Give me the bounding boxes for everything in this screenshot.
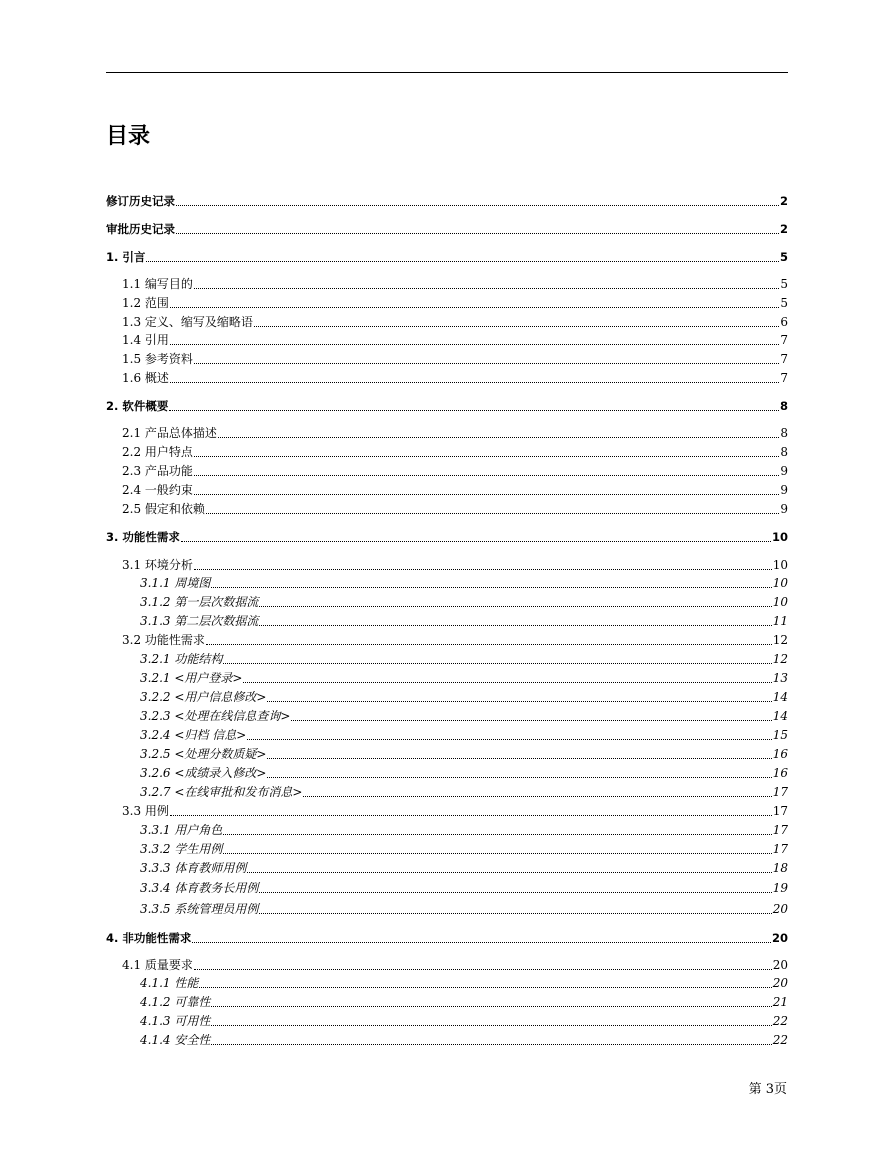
toc-entry-page: 16 — [772, 747, 788, 761]
toc-leader-dots — [194, 278, 779, 289]
toc-entry-page: 6 — [780, 315, 788, 329]
toc-entry-title: 3.2.7 <在线审批和发布消息> — [140, 785, 303, 799]
toc-entry-title: 3.1.1 周境图 — [140, 576, 211, 590]
toc-leader-dots — [194, 559, 772, 570]
toc-entry-page: 14 — [772, 709, 788, 723]
toc-leader-dots — [169, 400, 779, 411]
toc-entry-page: 12 — [772, 633, 788, 647]
toc-entry[interactable] — [140, 706, 788, 724]
toc-leader-dots — [194, 465, 779, 476]
toc-entry-page: 7 — [780, 371, 788, 385]
toc-leader-dots — [223, 824, 771, 835]
toc-entry-title: 1.3 定义、缩写及缩略语 — [122, 315, 253, 329]
header-rule — [106, 72, 788, 73]
toc-entry[interactable] — [106, 396, 788, 414]
toc-entry-page: 18 — [772, 861, 788, 875]
toc-entry-page: 20 — [772, 958, 788, 972]
toc-leader-dots — [211, 577, 771, 588]
toc-entry-title: 3.3 用例 — [122, 804, 169, 818]
toc-leader-dots — [211, 996, 771, 1007]
toc-leader-dots — [267, 691, 771, 702]
toc-entry-title: 4.1.4 安全性 — [140, 1033, 211, 1047]
toc-entry[interactable] — [140, 820, 788, 838]
toc-leader-dots — [176, 223, 779, 234]
toc-entry-page: 14 — [772, 690, 788, 704]
toc-entry[interactable] — [122, 312, 788, 330]
toc-entry-page: 5 — [780, 277, 788, 291]
toc-leader-dots — [223, 843, 771, 854]
toc-entry-title: 4.1.1 性能 — [140, 976, 199, 990]
toc-leader-dots — [247, 862, 771, 873]
toc-leader-dots — [170, 372, 779, 383]
toc-entry-title: 3.1.2 第一层次数据流 — [140, 595, 259, 609]
toc-entry-title: 修订历史记录 — [106, 194, 175, 208]
toc-leader-dots — [267, 748, 771, 759]
page-title: 目录 — [106, 124, 151, 149]
toc-entry-title: 2.2 用户特点 — [122, 445, 193, 459]
toc-entry-title: 3.3.4 体育教务长用例 — [140, 881, 259, 895]
toc-entry-title: 3.2.1 <用户登录> — [140, 671, 243, 685]
toc-leader-dots — [176, 195, 779, 206]
toc-entry-title: 4.1.3 可用性 — [140, 1014, 211, 1028]
toc-entry-page: 22 — [772, 1033, 788, 1047]
toc-entry-page: 10 — [772, 558, 788, 572]
toc-entry[interactable] — [106, 247, 788, 265]
toc-entry[interactable] — [140, 1011, 788, 1029]
toc-entry-page: 20 — [771, 931, 788, 945]
toc-entry-title: 3.2.5 <处理分数质疑> — [140, 747, 267, 761]
toc-entry-title: 1. 引言 — [106, 250, 146, 264]
toc-entry[interactable] — [140, 973, 788, 991]
toc-entry[interactable] — [140, 725, 788, 743]
toc-leader-dots — [267, 767, 771, 778]
toc-leader-dots — [194, 484, 779, 495]
toc-entry-page: 10 — [771, 530, 788, 544]
toc-entry-title: 1.4 引用 — [122, 333, 169, 347]
toc-entry-title: 审批历史记录 — [106, 222, 175, 236]
toc-leader-dots — [259, 903, 771, 914]
toc-leader-dots — [181, 531, 771, 542]
toc-entry-title: 3.2.3 <处理在线信息查询> — [140, 709, 291, 723]
toc-entry[interactable] — [140, 839, 788, 857]
toc-entry[interactable] — [140, 592, 788, 610]
toc-leader-dots — [303, 786, 771, 797]
toc-entry[interactable] — [140, 878, 788, 896]
toc-entry-title: 3.1.3 第二层次数据流 — [140, 614, 259, 628]
toc-entry[interactable] — [140, 992, 788, 1010]
toc-leader-dots — [192, 932, 771, 943]
toc-leader-dots — [211, 1034, 771, 1045]
toc-entry-page: 17 — [772, 804, 788, 818]
toc-entry-page: 2 — [779, 222, 788, 236]
toc-leader-dots — [146, 251, 779, 262]
toc-entry-title: 3.3.2 学生用例 — [140, 842, 223, 856]
toc-entry[interactable] — [106, 527, 788, 545]
toc-entry-page: 2 — [779, 194, 788, 208]
toc-entry-title: 4.1 质量要求 — [122, 958, 193, 972]
toc-entry-page: 20 — [772, 902, 788, 916]
toc-entry-page: 12 — [772, 652, 788, 666]
toc-entry[interactable] — [140, 649, 788, 667]
toc-entry-page: 10 — [772, 576, 788, 590]
toc-entry-title: 4.1.2 可靠性 — [140, 995, 211, 1009]
toc-leader-dots — [291, 710, 771, 721]
toc-entry-page: 8 — [780, 426, 788, 440]
toc-entry-title: 2.1 产品总体描述 — [122, 426, 217, 440]
toc-leader-dots — [223, 653, 771, 664]
toc-entry-title: 1.1 编写目的 — [122, 277, 193, 291]
toc-entry[interactable] — [122, 349, 788, 367]
toc-entry-page: 21 — [772, 995, 788, 1009]
toc-entry[interactable] — [122, 368, 788, 386]
toc-leader-dots — [218, 427, 779, 438]
toc-entry-title: 3.2.4 <归档 信息> — [140, 728, 247, 742]
toc-entry-page: 16 — [772, 766, 788, 780]
toc-leader-dots — [170, 334, 779, 345]
toc-entry-page: 7 — [780, 352, 788, 366]
toc-entry[interactable] — [122, 801, 788, 819]
toc-leader-dots — [211, 1015, 771, 1026]
toc-entry-page: 7 — [780, 333, 788, 347]
toc-entry-title: 2.3 产品功能 — [122, 464, 193, 478]
toc-entry-page: 17 — [772, 842, 788, 856]
toc-leader-dots — [259, 615, 771, 626]
toc-entry[interactable] — [140, 763, 788, 781]
toc-leader-dots — [243, 672, 771, 683]
toc-entry-page: 22 — [772, 1014, 788, 1028]
toc-entry-page: 9 — [780, 464, 788, 478]
toc-entry[interactable] — [140, 744, 788, 762]
toc-entry-title: 3.3.5 系统管理员用例 — [140, 902, 259, 916]
toc-entry-title: 2.5 假定和依赖 — [122, 502, 205, 516]
toc-entry[interactable] — [106, 219, 788, 237]
toc-entry-title: 2. 软件概要 — [106, 399, 169, 413]
toc-entry-page: 15 — [772, 728, 788, 742]
toc-leader-dots — [259, 882, 771, 893]
toc-entry-page: 5 — [780, 296, 788, 310]
toc-entry[interactable] — [122, 423, 788, 441]
toc-entry[interactable] — [122, 955, 788, 973]
toc-entry-title: 3.2 功能性需求 — [122, 633, 205, 647]
toc-entry-title: 4. 非功能性需求 — [106, 931, 192, 945]
toc-entry-page: 20 — [772, 976, 788, 990]
toc-leader-dots — [199, 977, 771, 988]
toc-entry-title: 1.5 参考资料 — [122, 352, 193, 366]
toc-entry-page: 13 — [772, 671, 788, 685]
toc-entry[interactable] — [106, 191, 788, 209]
toc-leader-dots — [206, 634, 772, 645]
toc-entry-page: 5 — [779, 250, 788, 264]
toc-leader-dots — [259, 596, 771, 607]
toc-entry[interactable] — [122, 293, 788, 311]
toc-entry-title: 2.4 一般约束 — [122, 483, 193, 497]
toc-entry-page: 8 — [780, 445, 788, 459]
toc-entry-page: 17 — [772, 785, 788, 799]
toc-entry[interactable] — [140, 611, 788, 629]
toc-entry-title: 3.2.1 功能结构 — [140, 652, 223, 666]
toc-entry-page: 8 — [779, 399, 788, 413]
toc-leader-dots — [194, 959, 772, 970]
toc-entry[interactable] — [106, 928, 788, 946]
toc-entry-title: 3.2.2 <用户信息修改> — [140, 690, 267, 704]
toc-entry-title: 1.2 范围 — [122, 296, 169, 310]
toc-leader-dots — [194, 446, 779, 457]
toc-leader-dots — [194, 353, 779, 364]
toc-entry[interactable] — [140, 573, 788, 591]
toc-entry-title: 3. 功能性需求 — [106, 530, 180, 544]
toc-entry[interactable] — [140, 899, 788, 917]
toc-entry[interactable] — [122, 274, 788, 292]
toc-entry-title: 3.1 环境分析 — [122, 558, 193, 572]
toc-entry-page: 11 — [772, 614, 788, 628]
toc-entry[interactable] — [140, 858, 788, 876]
toc-leader-dots — [170, 805, 772, 816]
toc-entry[interactable] — [122, 555, 788, 573]
toc-entry[interactable] — [140, 782, 788, 800]
toc-entry[interactable] — [122, 461, 788, 479]
toc-leader-dots — [170, 297, 779, 308]
toc-entry-title: 3.3.1 用户角色 — [140, 823, 223, 837]
toc-entry[interactable] — [122, 442, 788, 460]
toc-entry[interactable] — [122, 480, 788, 498]
toc-leader-dots — [206, 503, 779, 514]
toc-entry-page: 10 — [772, 595, 788, 609]
toc-entry-page: 17 — [772, 823, 788, 837]
toc-entry-page: 9 — [780, 502, 788, 516]
toc-entry-page: 19 — [772, 881, 788, 895]
toc-entry-title: 3.2.6 <成绩录入修改> — [140, 766, 267, 780]
toc-leader-dots — [247, 729, 771, 740]
toc-entry[interactable] — [122, 499, 788, 517]
toc-leader-dots — [254, 316, 779, 327]
toc-entry-page: 9 — [780, 483, 788, 497]
toc-entry[interactable] — [140, 1030, 788, 1048]
toc-entry[interactable] — [140, 668, 788, 686]
page-number: 第 3页 — [748, 1082, 787, 1097]
toc-entry-title: 1.6 概述 — [122, 371, 169, 385]
toc-entry[interactable] — [122, 630, 788, 648]
toc-entry[interactable] — [140, 687, 788, 705]
toc-entry[interactable] — [122, 330, 788, 348]
toc-entry-title: 3.3.3 体育教师用例 — [140, 861, 247, 875]
